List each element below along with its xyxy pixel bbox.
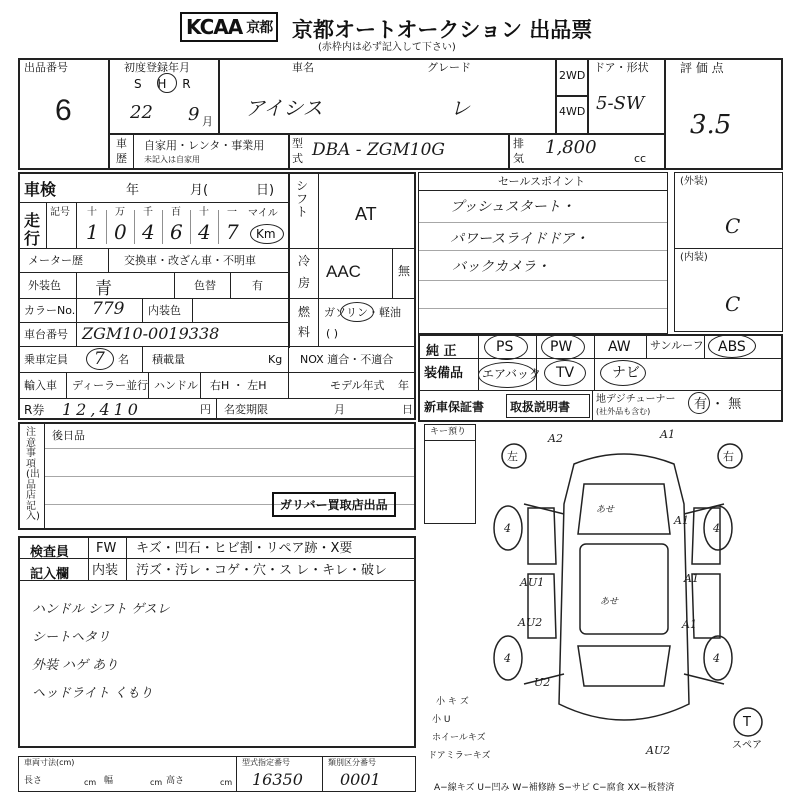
mileage-label-1: 走 [24, 211, 41, 230]
rating-value: 3.5 [690, 110, 732, 140]
capacity-unit: 名 [118, 353, 129, 366]
expiry-label: 名変期限 [224, 403, 268, 416]
mileage-digit: 4 [198, 220, 211, 244]
mileage-unit-label: 百 [171, 207, 181, 218]
sales-points-label: セールスポイント [498, 175, 586, 188]
capacity-value: 7 [94, 349, 105, 369]
load-label: 積載量 [152, 353, 185, 366]
model-year-unit: 年 [398, 379, 409, 392]
manual-box [506, 394, 590, 418]
handle-label: ハンドル [154, 379, 198, 392]
model-label-1: 型 [292, 137, 303, 150]
meter-label: メーター歴 [28, 254, 83, 267]
mark-rear-bottom: AU2 [646, 744, 671, 757]
era-options: S H R [134, 77, 197, 91]
damage-marks [503, 428, 720, 757]
chassis-value: ZGM10-0019338 [82, 324, 220, 343]
diagram-right-label: 右 [723, 450, 734, 463]
kcaa-logo [180, 12, 278, 42]
shift-label: シフト [296, 179, 309, 220]
recycle-value: 12,410 [62, 400, 142, 419]
ac-none: 無 [398, 264, 411, 278]
km-circle [250, 224, 284, 244]
equip-abs-circle [708, 334, 756, 358]
expiry-day: 日 [402, 403, 413, 416]
exterior-color: 青 [95, 279, 112, 299]
spare-value: T [743, 715, 751, 730]
lot-label: 出品番号 [24, 61, 68, 74]
car-name-label: 車名 [292, 61, 314, 74]
equip-abs: ABS [718, 339, 746, 355]
shaken-month: 月( [190, 183, 209, 198]
logo-text: KCAA [186, 15, 243, 39]
mileage-header: 記号 [50, 207, 70, 218]
grade-value: レ [450, 96, 470, 120]
fuel-options: ガソリン・軽油 [324, 306, 401, 319]
mileage-digit: 0 [114, 220, 127, 244]
mileage-digit: 1 [86, 220, 99, 244]
car-diagram [484, 424, 784, 764]
nox-label: NOX 適合・不適合 [300, 353, 394, 366]
mark-hood: あせ [596, 505, 615, 515]
mileage-unit-label: 十 [87, 207, 97, 218]
fw-label: FW [96, 541, 117, 556]
mileage-unit-km: Km [256, 227, 276, 241]
gulliver-stamp: ガリバー買取店出品 [272, 492, 396, 517]
mark-front-left: A2 [548, 432, 563, 445]
diagram-left-label: 左 [507, 450, 518, 463]
mark-right-rear: A1 [682, 618, 697, 631]
digital-label: 地デジチューナー [596, 394, 676, 405]
digital-options: 有 ・ 無 [694, 397, 742, 412]
mileage-unit-label: 万 [115, 207, 125, 218]
handle-options: 右H ・ 左H [210, 379, 267, 392]
equip-airbag-circle [478, 362, 536, 388]
warranty-label: 新車保証書 [424, 400, 485, 414]
mileage-unit-miles: マイル [248, 208, 278, 219]
shaken-label: 車検 [24, 180, 57, 199]
equip-navi: ナビ [612, 365, 640, 381]
exterior-rating-label: (外装) [680, 176, 708, 187]
model-label-2: 式 [292, 152, 303, 165]
mark-right-door: A1 [684, 572, 699, 585]
color-no: 779 [92, 299, 125, 319]
mileage-separator [106, 210, 107, 244]
equip-ps-circle [484, 334, 528, 360]
model-value: DBA - ZGM10G [312, 140, 445, 160]
mark-roof: あせ [600, 597, 619, 607]
equip-aw: AW [608, 339, 631, 355]
inspector-line-3: 外装 ハゲ あり [32, 658, 119, 673]
mileage-digit: 6 [170, 220, 183, 244]
width-label: 幅 [104, 776, 114, 786]
mileage-separator [190, 210, 191, 244]
fuel-circle [340, 302, 374, 322]
color-change-value: 有 [252, 279, 263, 292]
width-unit: cm [150, 778, 163, 787]
drive-4wd: 4WD [559, 105, 586, 118]
mark-wheel-rl: 4 [504, 652, 511, 665]
displacement-value: 1,800 [545, 137, 597, 158]
shaken-year: 年 [126, 183, 140, 198]
inspector-label-2: 記入欄 [30, 567, 70, 582]
fw-items: キズ・凹石・ヒビ割・リペア跡・X要 [136, 541, 353, 556]
legend-mirror-scratch: ドアミラーキズ [428, 751, 491, 761]
import-label: 輸入車 [24, 379, 57, 392]
equip-sunroof: サンルーフ [650, 339, 704, 352]
spare-label: スペア [732, 740, 762, 751]
displacement-label-1: 排 [513, 137, 524, 150]
digital-note: (社外品も含む) [596, 407, 651, 416]
mark-front-right: A1 [660, 428, 675, 441]
registration-label: 初度登録年月 [124, 61, 190, 74]
class-number: 0001 [340, 770, 381, 789]
length-label: 長さ [24, 776, 43, 786]
equip-pw: PW [550, 339, 573, 355]
ac-value: AAC [326, 262, 361, 281]
fuel-label-1: 燃 [298, 305, 311, 319]
later-label: 後日品 [52, 429, 85, 442]
type-number-label: 型式指定番号 [242, 758, 290, 767]
page-title: 京都オートオークション 出品票 [292, 18, 593, 42]
key-frame [424, 424, 476, 524]
mileage-unit-label: 一 [227, 207, 237, 218]
lot-number: 6 [55, 94, 72, 127]
month-suffix: 月 [202, 115, 213, 128]
shaken-day: 日) [256, 183, 275, 198]
mileage-separator [134, 210, 135, 244]
exterior-color-label: 外装色 [28, 279, 61, 292]
equip-navi-circle [600, 360, 646, 386]
mark-right-front: A1 [674, 514, 689, 527]
capacity-paren [86, 348, 114, 370]
car-name: アイシス [245, 96, 323, 120]
usage-label-1: 車 [116, 137, 127, 150]
equipment-label-1: 純 正 [426, 344, 457, 359]
mileage-separator [162, 210, 163, 244]
inspector-line-2: シートヘタリ [32, 630, 111, 645]
mileage-unit-label: 千 [143, 207, 153, 218]
mark-left-rear: AU2 [518, 616, 543, 629]
fuel-label-2: 料 [298, 325, 311, 339]
capacity-label: 乗車定員 [24, 353, 68, 366]
recycle-label: R券 [24, 403, 45, 417]
mileage-digit: 7 [226, 220, 239, 244]
page-subtitle: (赤枠内は必ず記入して下さい) [318, 42, 456, 53]
inspector-line-4: ヘッドライト くもり [32, 686, 153, 701]
key-label: キー預り [430, 427, 467, 437]
ac-label-1: 冷 [298, 254, 311, 268]
equip-tv: TV [556, 365, 575, 381]
displacement-label-2: 気 [513, 152, 524, 165]
model-year-label: モデル年式 [330, 379, 385, 392]
class-number-label: 類別区分番号 [328, 758, 376, 767]
legend-wheel-scratch: ホイールキズ [432, 733, 486, 743]
equip-ps: PS [496, 339, 514, 355]
dims-label: 車両寸法(cm) [24, 758, 75, 767]
digital-circle [688, 392, 710, 414]
load-unit: Kg [268, 353, 283, 366]
mileage-unit-label: 十 [199, 207, 209, 218]
door-label: ドア・形状 [594, 61, 649, 74]
mark-wheel-fr: 4 [713, 522, 720, 535]
registration-month: 9 [188, 104, 200, 125]
usage-note: 未記入は自家用 [144, 155, 200, 164]
sales-point-3: バックカメラ・ [452, 259, 550, 275]
manual-label: 取扱説明書 [510, 400, 571, 414]
drive-2wd: 2WD [559, 69, 586, 82]
import-options: ディーラー並行 [72, 379, 149, 392]
exterior-rating: C [725, 214, 741, 238]
height-label: 高さ [166, 776, 185, 786]
era-circle [157, 73, 177, 93]
interior-defect-items: 汚ズ・汚レ・コゲ・穴・ス レ・キレ・破レ [136, 563, 388, 578]
sales-point-2: パワースライドドア・ [450, 231, 589, 247]
ac-label-2: 房 [298, 276, 311, 290]
usage-options: 自家用・レンタ・事業用 [144, 139, 265, 152]
equip-tv-circle [544, 360, 586, 386]
type-number: 16350 [252, 770, 303, 789]
equip-pw-circle [541, 334, 585, 360]
color-no-label: カラーNo. [24, 304, 76, 317]
usage-label-2: 歴 [116, 152, 127, 165]
inspector-line-1: ハンドル シフト ゲスレ [32, 602, 170, 617]
equipment-label-2: 装備品 [424, 366, 464, 381]
mileage-separator [218, 210, 219, 244]
mark-wheel-rr: 4 [713, 652, 720, 665]
interior-rating: C [725, 292, 741, 316]
sales-point-1: プッシュスタート・ [450, 199, 575, 215]
mileage-digit: 4 [142, 220, 155, 244]
length-unit: cm [84, 778, 97, 787]
mark-rear-left: U2 [534, 676, 551, 689]
mark-left-door: AU1 [520, 576, 545, 589]
grade-label: グレード [427, 61, 471, 74]
displacement-unit: cc [634, 152, 647, 165]
recycle-unit: 円 [200, 403, 211, 416]
logo-city: 京都 [246, 20, 273, 36]
damage-key: A−線キズ U−凹み W−補修跡 S−サビ C−腐食 XX−板替済 [434, 783, 675, 793]
equip-airbag: エアバック [482, 367, 542, 381]
fuel-other: ( ) [326, 327, 339, 340]
legend-small-scratch: 小 キ ズ [436, 697, 469, 707]
chassis-label: 車台番号 [24, 328, 68, 341]
expiry-month: 月 [334, 403, 345, 416]
shift-value: AT [355, 204, 377, 224]
notes-label: 注意事項(出品店記入) [26, 427, 40, 522]
color-change-label: 色替 [194, 279, 216, 292]
interior-defect-label: 内装 [92, 563, 119, 578]
registration-year: 22 [130, 102, 153, 123]
inspector-label-1: 検査員 [30, 545, 70, 560]
interior-rating-label: (内装) [680, 252, 708, 263]
rating-label: 評 価 点 [680, 61, 724, 75]
door-value: 5-SW [596, 93, 645, 114]
height-unit: cm [220, 778, 233, 787]
mark-wheel-fl: 4 [504, 522, 511, 535]
interior-color-label: 内装色 [148, 304, 181, 317]
meter-options: 交換車・改ざん車・不明車 [124, 254, 256, 267]
mileage-label-2: 行 [24, 229, 41, 248]
legend-small-dent: 小 U [432, 715, 451, 725]
